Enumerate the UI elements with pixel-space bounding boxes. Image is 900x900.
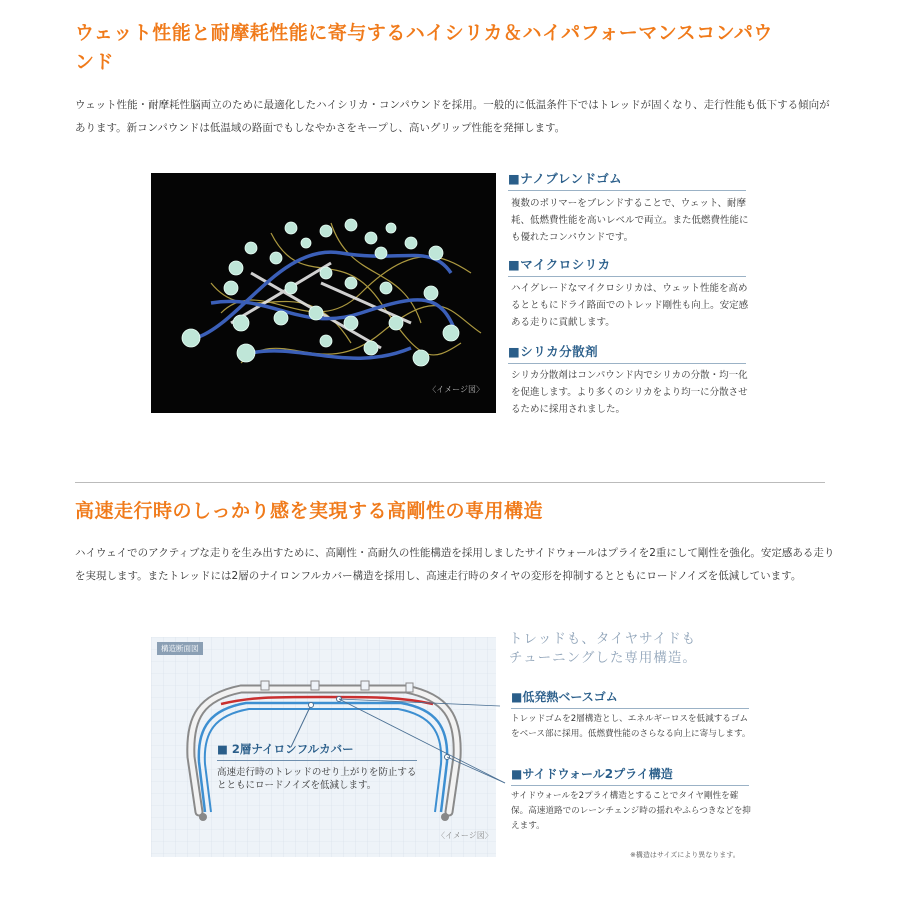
feature-heading-sidewall-2ply: ■サイドウォール2プライ構造: [511, 765, 749, 786]
section2-title: 高速走行時のしっかり感を実現する高剛性の専用構造: [75, 500, 544, 522]
silica-sphere: [443, 325, 459, 341]
diagram-label: 構造断面図: [157, 642, 203, 655]
silica-sphere: [424, 286, 438, 300]
silica-sphere: [386, 223, 396, 233]
silica-sphere: [345, 219, 357, 231]
silica-sphere: [285, 222, 297, 234]
section-divider: [75, 482, 825, 483]
silica-sphere: [320, 335, 332, 347]
silica-sphere: [429, 246, 443, 260]
silica-sphere: [344, 316, 358, 330]
silica-sphere: [413, 350, 429, 366]
silica-sphere: [270, 252, 282, 264]
feature-text-nanoblend: 複数のポリマーをブレンドすることで、ウェット、耐摩耗、低燃費性能を高いレベルで両立。また低燃費性能にも優れたコンパウンドです。: [511, 198, 749, 243]
footnote: ※構造はサイズにより異なります。: [630, 851, 740, 859]
compound-illustration: [151, 173, 496, 413]
nylon-cover-text: 高速走行時のトレッドのせり上がりを防止するとともにロードノイズを低減します。: [217, 767, 417, 791]
silica-sphere: [229, 261, 243, 275]
section1-title: ウェット性能と耐摩耗性能に寄与するハイシリカ＆ハイパフォーマンスコンパウンド: [75, 22, 773, 73]
image-caption: 〈イメージ図〉: [437, 831, 493, 840]
feature-text-silica-dispersant: シリカ分散剤はコンパウンド内でシリカの分散・均一化を促進します。より多くのシリカをより均一に分散させるために採用されました。: [511, 370, 748, 415]
section2-paragraph: ハイウェイでのアクティブな走りを生み出すために、高剛性・高耐久の性能構造を採用しましたサイドウォールはプライを2重にして剛性を強化。安定感ある走りを実現します。またトレッドには2層のナイロンフルカバー構造を採用し、高速走行時のタイヤの変形を抑制するとともにロードノイズを低減しています。: [75, 547, 835, 582]
tire-structure-diagram: [151, 637, 496, 857]
silica-sphere: [320, 267, 332, 279]
nylon-cover-heading: ■ 2層ナイロンフルカバー: [217, 741, 417, 761]
section1-paragraph: ウェット性能・耐摩耗性脳両立のために最適化したハイシリカ・コンパウンドを採用。一般的に低温条件下ではトレッドが固くなり、走行性能も低下する傾向があります。新コンパウンドは低温域の路面でもしなやかさをキープし、高いグリップ性能を発揮します。: [75, 99, 830, 134]
silica-sphere: [301, 238, 311, 248]
feature-text-sidewall-2ply: サイドウォールを2プライ構造とすることでタイヤ剛性を確保。高速道路でのレーンチェンジ時の揺れやふらつきなどを抑えます。: [511, 791, 751, 831]
tagline-line-1: トレッドも、タイヤサイドも: [509, 631, 697, 647]
silica-sphere: [233, 315, 249, 331]
feature-heading-silica-dispersant: ■シリカ分散剤: [508, 342, 746, 364]
feature-heading-microsilica: ■マイクロシリカ: [508, 255, 746, 277]
feature-heading-nanoblend: ■ナノブレンドゴム: [508, 169, 746, 191]
silica-sphere: [389, 316, 403, 330]
polymer-molecule-graphic: [151, 173, 496, 413]
image-caption: 〈イメージ図〉: [428, 385, 484, 394]
silica-sphere: [285, 282, 297, 294]
tagline-line-2: チューニングした専用構造。: [509, 650, 697, 666]
silica-sphere: [365, 232, 377, 244]
silica-sphere: [345, 277, 357, 289]
silica-sphere: [245, 242, 257, 254]
silica-sphere: [375, 247, 387, 259]
silica-sphere: [405, 237, 417, 249]
feature-heading-low-heat-base: ■低発熱ベースゴム: [511, 688, 749, 709]
structure-tagline: [509, 630, 769, 668]
silica-sphere: [237, 344, 255, 362]
feature-text-low-heat-base: トレッドゴムを2層構造とし、エネルギーロスを低減するゴムをベース部に採用。低燃費性能のさらなる向上に寄与します。: [511, 714, 751, 739]
silica-sphere: [182, 329, 200, 347]
silica-sphere: [274, 311, 288, 325]
feature-text-microsilica: ハイグレードなマイクロシリカは、ウェット性能を高めるとともにドライ路面でのトレッド剛性も向上。安定感ある走りに貢献します。: [511, 283, 749, 328]
silica-sphere: [364, 341, 378, 355]
silica-sphere: [309, 306, 323, 320]
silica-spheres: [182, 219, 459, 366]
silica-sphere: [380, 282, 392, 294]
silica-sphere: [320, 225, 332, 237]
silica-sphere: [224, 281, 238, 295]
